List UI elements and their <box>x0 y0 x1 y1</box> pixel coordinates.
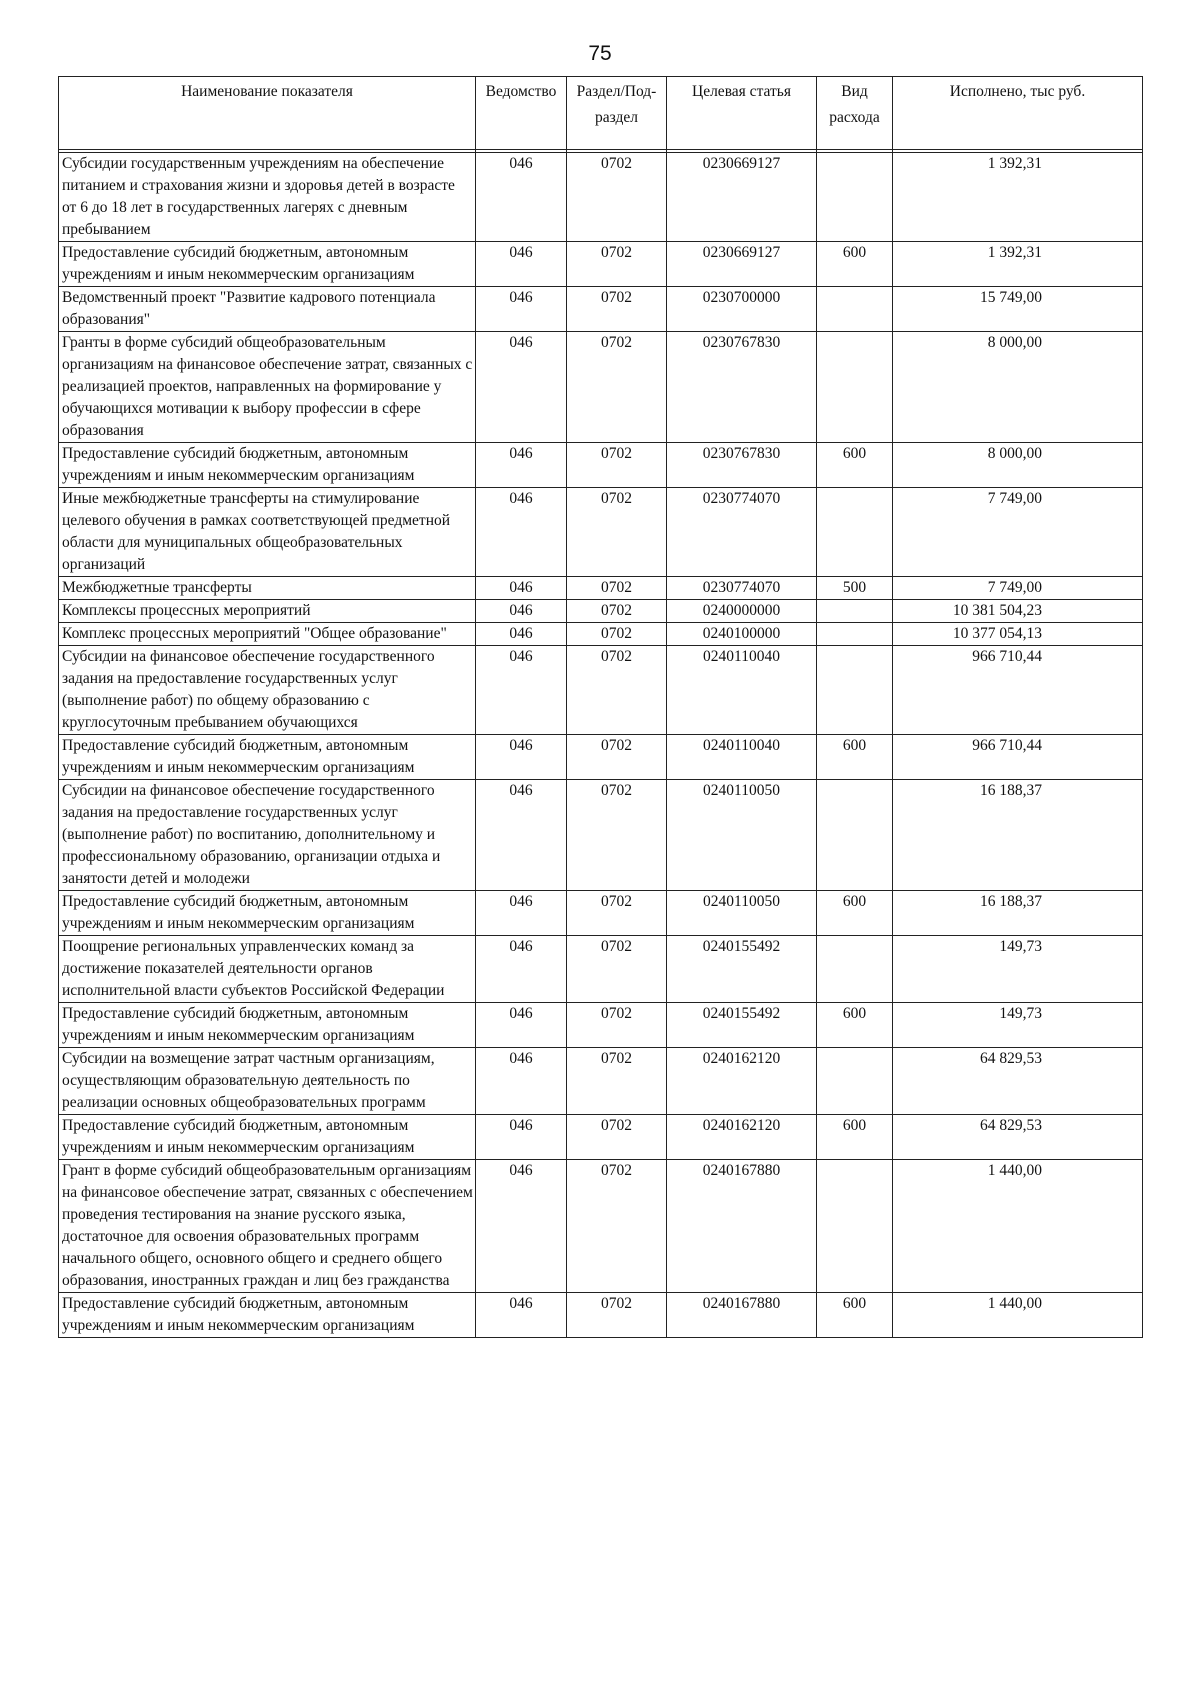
cell-target: 0230767830 <box>667 332 817 443</box>
table-row <box>59 936 1143 1003</box>
cell-agency: 046 <box>476 735 567 780</box>
cell-target: 0230669127 <box>667 153 817 242</box>
cell-executed: 1 440,00 <box>893 1160 1143 1293</box>
table-row <box>59 735 1143 780</box>
cell-name: Субсидии на финансовое обеспечение государственного задания на предоставление государственных услуг (выполнение работ) по воспитанию, дополнительному и профессиональному образованию, организации отдыха и занятости детей и молодежи <box>59 780 476 891</box>
cell-name: Предоставление субсидий бюджетным, автономным учреждениям и иным некоммерческим организациям <box>59 891 476 936</box>
cell-section: 0702 <box>567 1160 667 1293</box>
page-number: 75 <box>588 42 612 65</box>
cell-name: Комплексы процессных мероприятий <box>59 600 476 623</box>
cell-target: 0240110040 <box>667 646 817 735</box>
cell-executed: 10 381 504,23 <box>893 600 1143 623</box>
table-row <box>59 646 1143 735</box>
cell-name: Предоставление субсидий бюджетным, автономным учреждениям и иным некоммерческим организациям <box>59 242 476 287</box>
cell-expense-type <box>817 646 893 735</box>
cell-section: 0702 <box>567 332 667 443</box>
cell-executed: 16 188,37 <box>893 780 1143 891</box>
cell-name: Поощрение региональных управленческих команд за достижение показателей деятельности органов исполнительной власти субъектов Российской Федерации <box>59 936 476 1003</box>
cell-executed: 7 749,00 <box>893 488 1143 577</box>
cell-expense-type <box>817 1048 893 1115</box>
cell-name: Субсидии государственным учреждениям на обеспечение питанием и страхования жизни и здоровья детей в возрасте от 6 до 18 лет в государственных лагерях с дневным пребыванием <box>59 153 476 242</box>
cell-section: 0702 <box>567 488 667 577</box>
header-target: Целевая статья <box>667 77 817 150</box>
cell-target: 0240110050 <box>667 891 817 936</box>
cell-name: Предоставление субсидий бюджетным, автономным учреждениям и иным некоммерческим организациям <box>59 1293 476 1338</box>
cell-name: Субсидии на финансовое обеспечение государственного задания на предоставление государственных услуг (выполнение работ) по общему образованию с круглосуточным пребыванием обучающихся <box>59 646 476 735</box>
cell-name: Предоставление субсидий бюджетным, автономным учреждениям и иным некоммерческим организациям <box>59 1115 476 1160</box>
cell-target: 0240167880 <box>667 1160 817 1293</box>
cell-name: Предоставление субсидий бюджетным, автономным учреждениям и иным некоммерческим организациям <box>59 443 476 488</box>
table-row <box>59 1293 1143 1338</box>
cell-executed: 15 749,00 <box>893 287 1143 332</box>
cell-target: 0240110050 <box>667 780 817 891</box>
header-section: Раздел/Под-раздел <box>567 77 667 150</box>
cell-agency: 046 <box>476 600 567 623</box>
cell-section: 0702 <box>567 577 667 600</box>
cell-name: Грант в форме субсидий общеобразовательным организациям на финансовое обеспечение затрат, связанных с обеспечением проведения тестирования на знание русского языка, достаточное для освоения образовательных программ начального общего, основного общего и среднего общего образования, иностранных граждан и лиц без гражданства <box>59 1160 476 1293</box>
cell-agency: 046 <box>476 443 567 488</box>
header-name: Наименование показателя <box>59 77 476 150</box>
cell-name: Субсидии на возмещение затрат частным организациям, осуществляющим образовательную деятельность по реализации основных общеобразовательных программ <box>59 1048 476 1115</box>
cell-executed: 7 749,00 <box>893 577 1143 600</box>
cell-section: 0702 <box>567 1048 667 1115</box>
cell-target: 0230669127 <box>667 242 817 287</box>
cell-expense-type: 600 <box>817 443 893 488</box>
cell-section: 0702 <box>567 623 667 646</box>
cell-executed: 966 710,44 <box>893 735 1143 780</box>
cell-target: 0240100000 <box>667 623 817 646</box>
cell-expense-type <box>817 488 893 577</box>
cell-name: Гранты в форме субсидий общеобразовательным организациям на финансовое обеспечение затрат, связанных с реализацией проектов, направленных на формирование у обучающихся мотивации к выбору профессии в сфере образования <box>59 332 476 443</box>
cell-executed: 10 377 054,13 <box>893 623 1143 646</box>
cell-section: 0702 <box>567 1293 667 1338</box>
cell-executed: 149,73 <box>893 936 1143 1003</box>
cell-name: Предоставление субсидий бюджетным, автономным учреждениям и иным некоммерческим организациям <box>59 735 476 780</box>
table-row <box>59 1003 1143 1048</box>
cell-agency: 046 <box>476 488 567 577</box>
cell-name: Комплекс процессных мероприятий "Общее образование" <box>59 623 476 646</box>
cell-section: 0702 <box>567 1115 667 1160</box>
cell-section: 0702 <box>567 153 667 242</box>
cell-target: 0240162120 <box>667 1115 817 1160</box>
cell-agency: 046 <box>476 153 567 242</box>
cell-executed: 16 188,37 <box>893 891 1143 936</box>
cell-target: 0240110040 <box>667 735 817 780</box>
cell-expense-type: 600 <box>817 891 893 936</box>
cell-expense-type <box>817 153 893 242</box>
table-header-row <box>59 77 1143 150</box>
cell-expense-type <box>817 936 893 1003</box>
cell-expense-type <box>817 600 893 623</box>
cell-target: 0240162120 <box>667 1048 817 1115</box>
cell-agency: 046 <box>476 242 567 287</box>
cell-executed: 966 710,44 <box>893 646 1143 735</box>
cell-name: Иные межбюджетные трансферты на стимулирование целевого обучения в рамках соответствующей предметной области для муниципальных общеобразовательных организаций <box>59 488 476 577</box>
cell-expense-type: 600 <box>817 1115 893 1160</box>
cell-name: Предоставление субсидий бюджетным, автономным учреждениям и иным некоммерческим организациям <box>59 1003 476 1048</box>
cell-agency: 046 <box>476 287 567 332</box>
cell-section: 0702 <box>567 600 667 623</box>
table-row <box>59 242 1143 287</box>
cell-expense-type <box>817 623 893 646</box>
cell-expense-type <box>817 780 893 891</box>
cell-target: 0230774070 <box>667 488 817 577</box>
cell-section: 0702 <box>567 242 667 287</box>
cell-agency: 046 <box>476 577 567 600</box>
table-body <box>59 150 1143 1338</box>
cell-agency: 046 <box>476 936 567 1003</box>
table-row <box>59 443 1143 488</box>
cell-agency: 046 <box>476 646 567 735</box>
cell-section: 0702 <box>567 780 667 891</box>
cell-executed: 1 440,00 <box>893 1293 1143 1338</box>
cell-section: 0702 <box>567 646 667 735</box>
cell-target: 0230774070 <box>667 577 817 600</box>
table-row <box>59 153 1143 242</box>
table-row <box>59 780 1143 891</box>
table-row <box>59 1115 1143 1160</box>
cell-expense-type: 600 <box>817 1003 893 1048</box>
cell-section: 0702 <box>567 443 667 488</box>
cell-section: 0702 <box>567 891 667 936</box>
cell-agency: 046 <box>476 1160 567 1293</box>
cell-expense-type: 600 <box>817 242 893 287</box>
header-executed: Исполнено, тыс руб. <box>893 77 1143 150</box>
cell-agency: 046 <box>476 1115 567 1160</box>
cell-agency: 046 <box>476 623 567 646</box>
cell-expense-type: 500 <box>817 577 893 600</box>
cell-name: Ведомственный проект "Развитие кадрового потенциала образования" <box>59 287 476 332</box>
cell-executed: 1 392,31 <box>893 153 1143 242</box>
cell-agency: 046 <box>476 1003 567 1048</box>
cell-section: 0702 <box>567 735 667 780</box>
table-row <box>59 332 1143 443</box>
cell-target: 0240000000 <box>667 600 817 623</box>
table-row <box>59 1048 1143 1115</box>
header-expense-type: Вид расхода <box>817 77 893 150</box>
cell-agency: 046 <box>476 1293 567 1338</box>
header-agency: Ведомство <box>476 77 567 150</box>
cell-target: 0240155492 <box>667 1003 817 1048</box>
table-row <box>59 488 1143 577</box>
cell-agency: 046 <box>476 891 567 936</box>
cell-target: 0230767830 <box>667 443 817 488</box>
cell-expense-type: 600 <box>817 1293 893 1338</box>
table-row <box>59 287 1143 332</box>
cell-agency: 046 <box>476 780 567 891</box>
cell-agency: 046 <box>476 1048 567 1115</box>
table-row <box>59 600 1143 623</box>
cell-executed: 149,73 <box>893 1003 1143 1048</box>
cell-expense-type: 600 <box>817 735 893 780</box>
table-row <box>59 623 1143 646</box>
table-row <box>59 891 1143 936</box>
cell-expense-type <box>817 1160 893 1293</box>
cell-target: 0240167880 <box>667 1293 817 1338</box>
cell-executed: 1 392,31 <box>893 242 1143 287</box>
cell-agency: 046 <box>476 332 567 443</box>
cell-expense-type <box>817 332 893 443</box>
cell-executed: 8 000,00 <box>893 332 1143 443</box>
table-row <box>59 577 1143 600</box>
cell-section: 0702 <box>567 287 667 332</box>
cell-expense-type <box>817 287 893 332</box>
cell-target: 0230700000 <box>667 287 817 332</box>
cell-target: 0240155492 <box>667 936 817 1003</box>
budget-table <box>58 76 1143 1338</box>
table-row <box>59 1160 1143 1293</box>
cell-name: Межбюджетные трансферты <box>59 577 476 600</box>
cell-executed: 64 829,53 <box>893 1115 1143 1160</box>
cell-executed: 64 829,53 <box>893 1048 1143 1115</box>
cell-section: 0702 <box>567 1003 667 1048</box>
cell-section: 0702 <box>567 936 667 1003</box>
cell-executed: 8 000,00 <box>893 443 1143 488</box>
